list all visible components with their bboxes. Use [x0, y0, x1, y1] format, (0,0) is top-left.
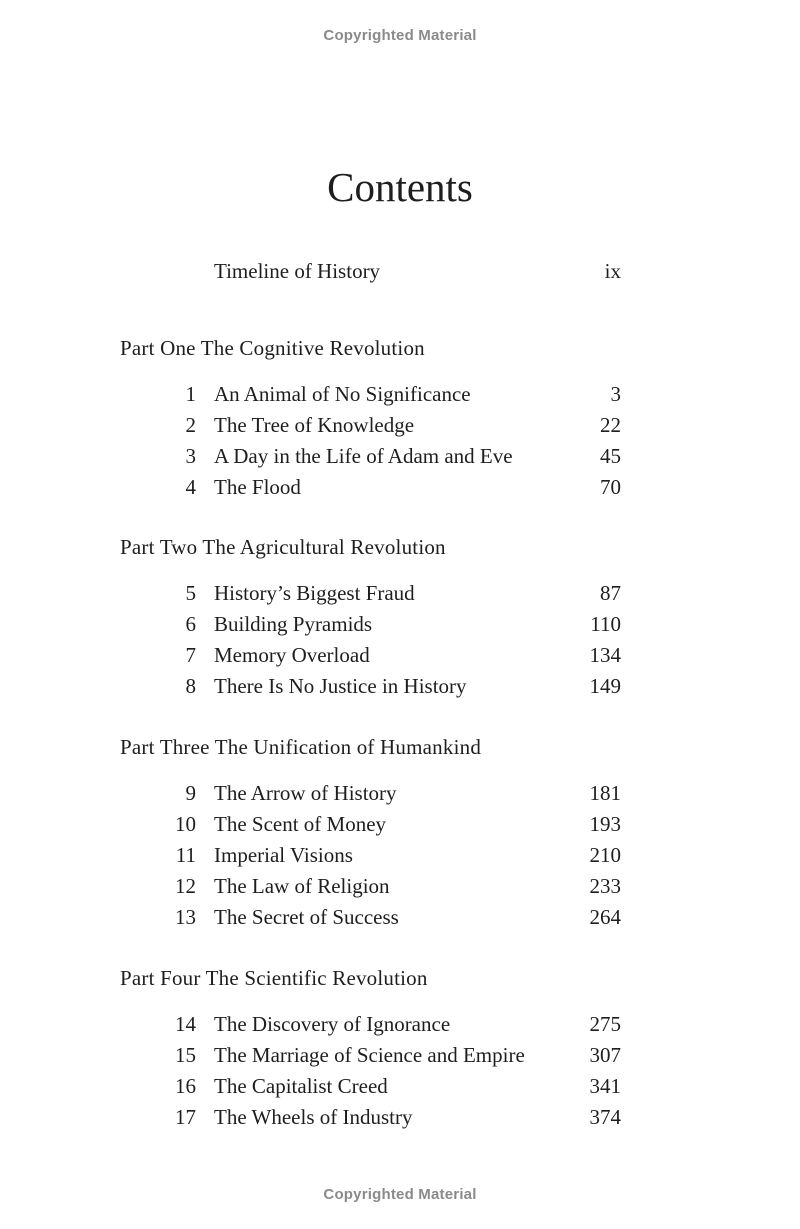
toc-entry — [0, 841, 800, 869]
toc-entry — [0, 779, 800, 807]
toc-entry — [0, 579, 800, 607]
chapter-title: Memory Overload — [214, 643, 370, 667]
chapter-number: 14 — [175, 1012, 196, 1036]
toc-entry — [0, 810, 800, 838]
chapter-title: The Capitalist Creed — [214, 1074, 388, 1098]
chapter-page: 134 — [589, 643, 621, 667]
toc-entry-timeline — [0, 257, 800, 285]
chapter-page: 193 — [589, 812, 621, 836]
chapter-title: History’s Biggest Fraud — [214, 581, 415, 605]
chapter-title: The Tree of Knowledge — [214, 413, 415, 437]
chapter-title: The Secret of Success — [214, 905, 399, 929]
chapter-title: Imperial Visions — [214, 843, 353, 867]
chapter-number: 6 — [185, 612, 196, 636]
page-title: Contents — [327, 164, 473, 210]
chapter-title: The Law of Religion — [214, 874, 390, 898]
chapter-number: 11 — [175, 843, 196, 867]
chapter-page: 275 — [589, 1012, 621, 1036]
chapter-title: The Arrow of History — [214, 781, 397, 805]
toc-entry-page: ix — [604, 259, 621, 283]
chapter-number: 4 — [185, 475, 196, 499]
toc-entry — [0, 411, 800, 439]
chapter-number: 13 — [175, 905, 196, 929]
chapter-title: A Day in the Life of Adam and Eve — [214, 444, 513, 468]
chapter-title: An Animal of No Significance — [214, 382, 471, 406]
chapter-title: The Marriage of Science and Empire — [214, 1043, 525, 1067]
chapter-page: 70 — [600, 475, 621, 499]
part-heading-2: Part Two The Agricultural Revolution — [120, 535, 446, 559]
chapter-page: 210 — [589, 843, 621, 867]
chapter-page: 341 — [589, 1074, 621, 1098]
chapter-title: Building Pyramids — [214, 612, 373, 636]
toc-entry — [0, 1103, 800, 1131]
chapter-page: 264 — [589, 905, 621, 929]
chapter-page: 181 — [589, 781, 621, 805]
chapter-number: 15 — [175, 1043, 196, 1067]
chapter-number: 10 — [175, 812, 196, 836]
chapter-number: 7 — [185, 643, 196, 667]
chapter-number: 12 — [175, 874, 196, 898]
chapter-number: 1 — [185, 382, 196, 406]
toc-entry — [0, 1010, 800, 1038]
copyright-watermark-bottom: Copyrighted Material — [323, 1186, 477, 1203]
chapter-number: 17 — [175, 1105, 196, 1129]
toc-entry — [0, 610, 800, 638]
chapter-number: 2 — [185, 413, 196, 437]
toc-entry — [0, 473, 800, 501]
chapter-number: 16 — [175, 1074, 196, 1098]
part-heading-3: Part Three The Unification of Humankind — [120, 735, 482, 759]
chapter-title: The Flood — [214, 475, 301, 499]
chapter-page: 87 — [600, 581, 621, 605]
toc-entry — [0, 672, 800, 700]
chapter-title: There Is No Justice in History — [214, 674, 467, 698]
toc-entry — [0, 1072, 800, 1100]
chapter-number: 9 — [185, 781, 196, 805]
part-heading-1: Part One The Cognitive Revolution — [120, 336, 425, 360]
chapter-page: 3 — [610, 382, 621, 406]
toc-entry — [0, 442, 800, 470]
toc-entry — [0, 641, 800, 669]
chapter-number: 8 — [185, 674, 196, 698]
part-heading-4: Part Four The Scientific Revolution — [120, 966, 428, 990]
chapter-page: 374 — [589, 1105, 621, 1129]
chapter-number: 3 — [185, 444, 196, 468]
chapter-title: The Wheels of Industry — [214, 1105, 413, 1129]
chapter-number: 5 — [185, 581, 196, 605]
chapter-title: The Discovery of Ignorance — [214, 1012, 451, 1036]
toc-entry — [0, 903, 800, 931]
chapter-page: 307 — [589, 1043, 621, 1067]
chapter-page: 110 — [590, 612, 621, 636]
chapter-page: 233 — [589, 874, 621, 898]
chapter-page: 149 — [589, 674, 621, 698]
toc-entry — [0, 1041, 800, 1069]
toc-entry-title: Timeline of History — [214, 259, 381, 283]
chapter-page: 22 — [600, 413, 621, 437]
toc-entry — [0, 872, 800, 900]
chapter-page: 45 — [600, 444, 621, 468]
toc-entry — [0, 380, 800, 408]
copyright-watermark-top: Copyrighted Material — [323, 27, 477, 44]
chapter-title: The Scent of Money — [214, 812, 387, 836]
